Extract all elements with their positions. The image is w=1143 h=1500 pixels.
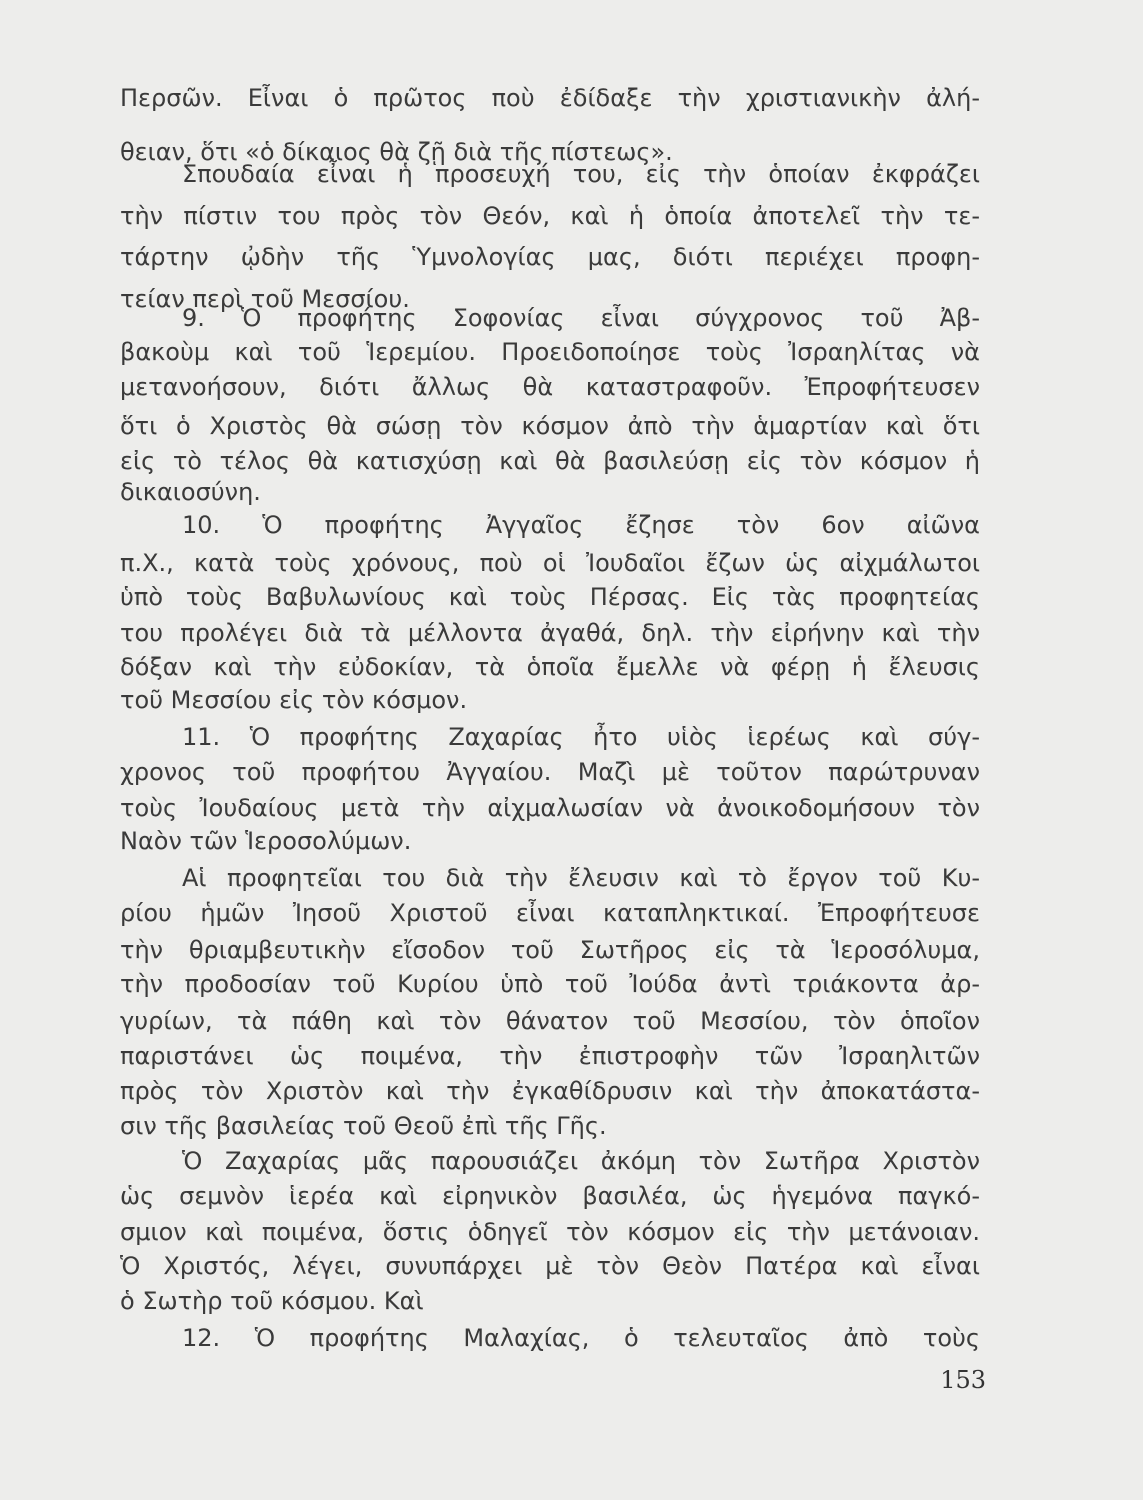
text-line: Αἱ προφητεῖαι του διὰ τὴν ἔλευσιν καὶ τὸ ἔργον τοῦ Κυ- bbox=[182, 864, 980, 892]
text-line: γυρίων, τὰ πάθη καὶ τὸν θάνατον τοῦ Μεσσίου, τὸν ὁποῖον bbox=[120, 1007, 980, 1035]
text-line: ὅτι ὁ Χριστὸς θὰ σώσῃ τὸν κόσμον ἀπὸ τὴν ἁμαρτίαν καὶ ὅτι bbox=[120, 412, 980, 440]
text-line: τοὺς Ἰουδαίους μετὰ τὴν αἰχμαλωσίαν νὰ ἀνοικοδομήσουν τὸν bbox=[120, 794, 980, 822]
text-line: δόξαν καὶ τὴν εὐδοκίαν, τὰ ὁποῖα ἔμελλε νὰ φέρῃ ἡ ἔλευσις bbox=[120, 653, 980, 681]
text-line: 12. Ὁ προφήτης Μαλαχίας, ὁ τελευταῖος ἀπὸ τοὺς bbox=[182, 1324, 980, 1352]
text-line: Ὁ Χριστός, λέγει, συνυπάρχει μὲ τὸν Θεὸν Πατέρα καὶ εἶναι bbox=[120, 1252, 980, 1280]
text-line: του προλέγει διὰ τὰ μέλλοντα ἀγαθά, δηλ. τὴν εἰρήνην καὶ τὴν bbox=[120, 619, 980, 647]
text-line: πρὸς τὸν Χριστὸν καὶ τὴν ἐγκαθίδρυσιν καὶ τὴν ἀποκατάστα- bbox=[120, 1077, 980, 1105]
text-line: τάρτην ᾠδὴν τῆς Ὑμνολογίας μας, διότι περιέχει προφη- bbox=[120, 243, 980, 271]
text-line: μετανοήσουν, διότι ἄλλως θὰ καταστραφοῦν. Ἐπροφήτευσεν bbox=[120, 373, 980, 401]
text-line: 9. Ὁ προφήτης Σοφονίας εἶναι σύγχρονος τοῦ Ἀβ- bbox=[182, 304, 980, 332]
text-line: Σπουδαία εἶναι ἡ προσευχή του, εἰς τὴν ὁποίαν ἐκφράζει bbox=[182, 160, 980, 188]
text-line: ὡς σεμνὸν ἱερέα καὶ εἰρηνικὸν βασιλέα, ὡς ἡγεμόνα παγκό- bbox=[120, 1182, 980, 1210]
text-line: παριστάνει ὡς ποιμένα, τὴν ἐπιστροφὴν τῶν Ἰσραηλιτῶν bbox=[120, 1042, 980, 1070]
text-line: χρονος τοῦ προφήτου Ἀγγαίου. Μαζὶ μὲ τοῦτον παρώτρυναν bbox=[120, 758, 980, 786]
text-line: βακοὺμ καὶ τοῦ Ἱερεμίου. Προειδοποίησε τοὺς Ἰσραηλίτας νὰ bbox=[120, 338, 980, 366]
text-line: 10. Ὁ προφήτης Ἀγγαῖος ἔζησε τὸν 6ον αἰῶνα bbox=[182, 511, 980, 539]
text-line: Ὁ Ζαχαρίας μᾶς παρουσιάζει ἀκόμη τὸν Σωτῆρα Χριστὸν bbox=[182, 1147, 980, 1175]
text-line: θειαν, ὅτι «ὁ δίκαιος θὰ ζῇ διὰ τῆς πίστεως». bbox=[120, 138, 673, 166]
text-line: Περσῶν. Εἶναι ὁ πρῶτος ποὺ ἐδίδαξε τὴν χριστιανικὴν ἀλή- bbox=[120, 84, 980, 112]
text-line: π.Χ., κατὰ τοὺς χρόνους, ποὺ οἱ Ἰουδαῖοι ἔζων ὡς αἰχμάλωτοι bbox=[120, 549, 980, 577]
text-line: εἰς τὸ τέλος θὰ κατισχύσῃ καὶ θὰ βασιλεύσῃ εἰς τὸν κόσμον ἡ bbox=[120, 447, 980, 475]
text-line: τείαν περὶ τοῦ Μεσσίου. bbox=[120, 285, 410, 313]
text-line: ὁ Σωτὴρ τοῦ κόσμου. Καὶ bbox=[120, 1287, 424, 1315]
text-line: τὴν θριαμβευτικὴν εἴσοδον τοῦ Σωτῆρος εἰς τὰ Ἱεροσόλυμα, bbox=[120, 936, 980, 964]
text-line: σμιον καὶ ποιμένα, ὅστις ὁδηγεῖ τὸν κόσμον εἰς τὴν μετάνοιαν. bbox=[120, 1218, 980, 1246]
text-line: τὴν πίστιν του πρὸς τὸν Θεόν, καὶ ἡ ὁποία ἀποτελεῖ τὴν τε- bbox=[120, 202, 980, 230]
text-line: ρίου ἡμῶν Ἰησοῦ Χριστοῦ εἶναι καταπληκτικαί. Ἐπροφήτευσε bbox=[120, 899, 980, 927]
page-number: 153 bbox=[940, 1366, 986, 1394]
text-line: δικαιοσύνη. bbox=[120, 478, 261, 506]
text-line: σιν τῆς βασιλείας τοῦ Θεοῦ ἐπὶ τῆς Γῆς. bbox=[120, 1112, 607, 1140]
text-line: τοῦ Μεσσίου εἰς τὸν κόσμον. bbox=[120, 686, 468, 714]
text-line: Ναὸν τῶν Ἱεροσολύμων. bbox=[120, 827, 412, 855]
text-line: ὑπὸ τοὺς Βαβυλωνίους καὶ τοὺς Πέρσας. Εἰς τὰς προφητείας bbox=[120, 583, 980, 611]
text-line: 11. Ὁ προφήτης Ζαχαρίας ἦτο υἱὸς ἱερέως καὶ σύγ- bbox=[182, 723, 980, 751]
text-line: τὴν προδοσίαν τοῦ Κυρίου ὑπὸ τοῦ Ἰούδα ἀντὶ τριάκοντα ἀρ- bbox=[120, 970, 980, 998]
